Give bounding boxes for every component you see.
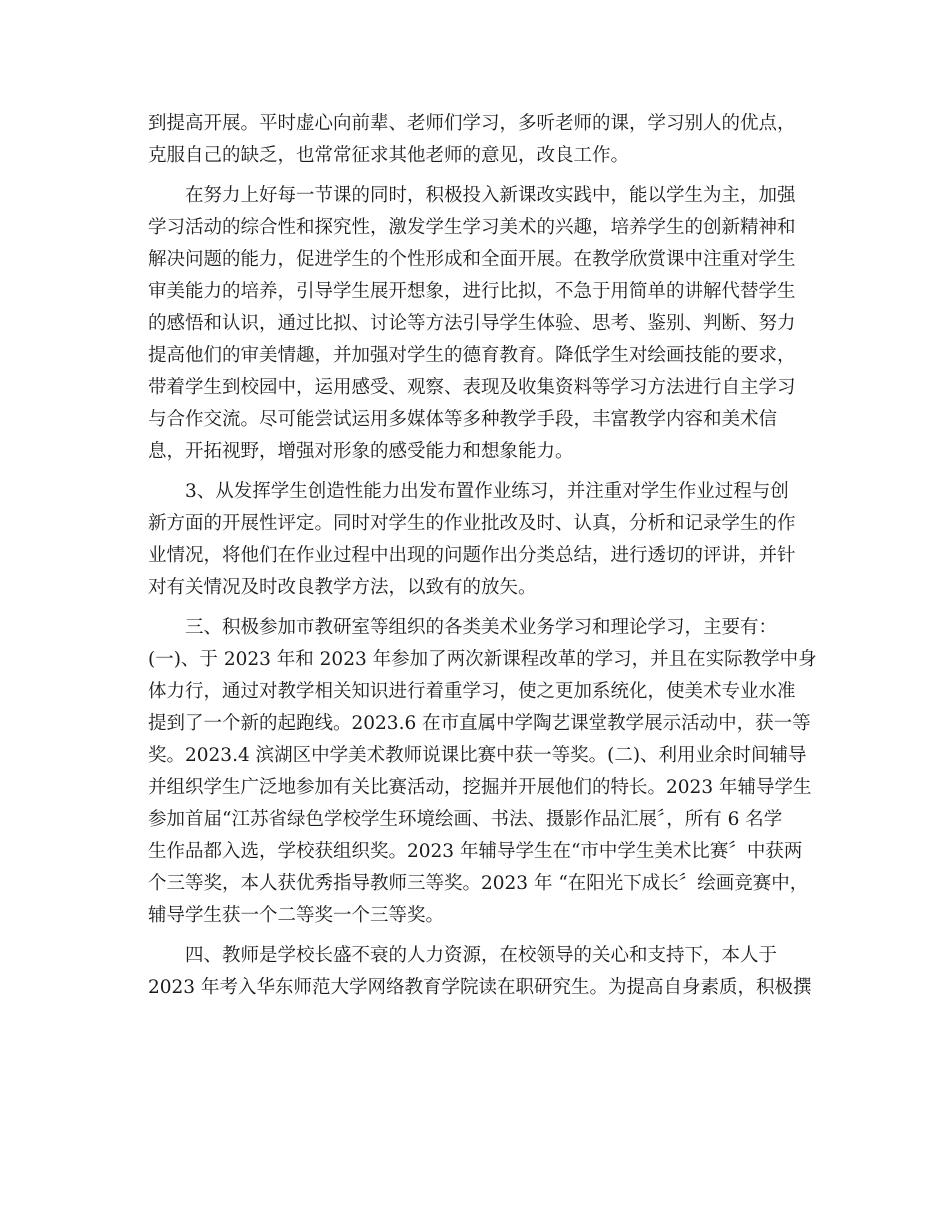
text-line: 3、从发挥学生创造性能力出发布置作业练习，并注重对学生作业过程与创 <box>185 481 789 502</box>
text-line: 提高他们的审美情趣，并加强对学生的德育教育。降低学生对绘画技能的要求， <box>148 345 796 366</box>
text-line: 对有关情况及时改良教学方法，以致有的放矢。 <box>148 577 537 598</box>
text-line: 体力行，通过对教学相关知识进行着重学习，使之更加系统化，使美术专业水准 <box>148 681 796 702</box>
paragraph <box>148 940 812 1004</box>
text-line: 2023 年考入华东师范大学网络教育学院读在职研究生。为提高自身素质，积极撰 <box>148 977 812 998</box>
text-line: 解决问题的能力，促进学生的个性形成和全面开展。在教学欣赏课中注重对学生 <box>148 249 796 270</box>
text-line: 新方面的开展性评定。同时对学生的作业批改及时、认真，分析和记录学生的作 <box>148 513 796 534</box>
paragraph <box>148 612 817 932</box>
text-line: 与合作交流。尽可能尝试运用多媒体等多种教学手段，丰富教学内容和美术信 <box>148 409 778 430</box>
paragraph <box>148 108 798 172</box>
text-line: 参加首届“江苏省绿色学校学生环境绘画、书法、摄影作品汇展〞，所有 6 名学 <box>148 809 783 830</box>
text-line: 学习活动的综合性和探究性，激发学生学习美术的兴趣，培养学生的创新精神和 <box>148 217 796 238</box>
text-line: 克服自己的缺乏，也常常征求其他老师的意见，改良工作。 <box>148 145 630 166</box>
text-line: 辅导学生获一个二等奖一个三等奖。 <box>148 905 445 926</box>
text-line: 生作品都入选，学校获组织奖。2023 年辅导学生在“市中学生美术比赛〞中获两 <box>148 841 803 862</box>
text-line: 并组织学生广泛地参加有关比赛活动，挖掘并开展他们的特长。2023 年辅导学生 <box>148 777 812 798</box>
text-line: 业情况，将他们在作业过程中出现的问题作出分类总结，进行透切的评讲，并针 <box>148 545 796 566</box>
text-line: 奖。2023.4 滨湖区中学美术教师说课比赛中获一等奖。(二)、利用业余时间辅导 <box>148 745 807 766</box>
text-line: 息，开拓视野，增强对形象的感受能力和想象能力。 <box>148 441 574 462</box>
text-line: 到提高开展。平时虚心向前辈、老师们学习，多听老师的课，学习别人的优点， <box>148 113 796 134</box>
text-line: 提到了一个新的起跑线。2023.6 在市直属中学陶艺课堂教学展示活动中，获一等 <box>148 713 811 734</box>
paragraph <box>148 476 798 604</box>
document-body <box>148 108 817 1004</box>
text-line: 审美能力的培养，引导学生展开想象，进行比拟，不急于用简单的讲解代替学生 <box>148 281 796 302</box>
text-line: 的感悟和认识，通过比拟、讨论等方法引导学生体验、思考、鉴别、判断、努力 <box>148 313 796 334</box>
text-line: 在努力上好每一节课的同时，积极投入新课改实践中，能以学生为主，加强 <box>185 185 796 206</box>
text-line: 四、教师是学校长盛不衰的人力资源，在校领导的关心和支持下，本人于 <box>185 945 778 966</box>
text-line: 个三等奖，本人获优秀指导教师三等奖。2023 年 “在阳光下成长〞绘画竞赛中， <box>148 873 809 894</box>
text-line: 带着学生到校园中，运用感受、观察、表现及收集资料等学习方法进行自主学习 <box>148 377 796 398</box>
paragraph <box>148 180 798 468</box>
text-line: (一)、于 2023 年和 2023 年参加了两次新课程改革的学习，并且在实际教学中身 <box>148 649 817 670</box>
text-line: 三、积极参加市教研室等组织的各类美术业务学习和理论学习，主要有： <box>185 617 778 638</box>
